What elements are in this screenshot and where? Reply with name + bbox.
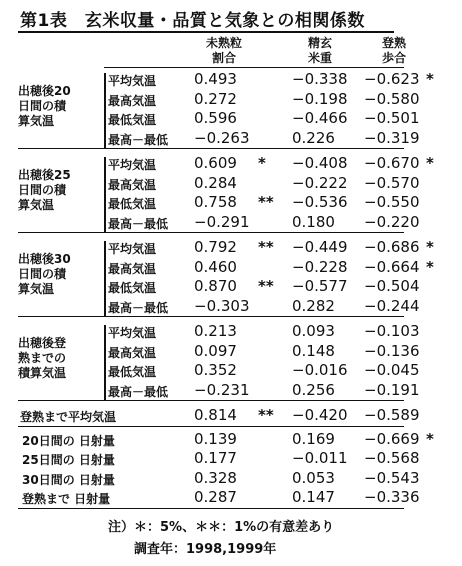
group-label-line: 日間の積 — [18, 99, 67, 113]
survey-years: 調査年：1998,1999年 — [134, 542, 277, 557]
group-label-line: 熟までの — [18, 351, 67, 365]
row-label: 平均気温 — [108, 242, 157, 256]
row-label: 最高気温 — [108, 93, 157, 108]
row-label: 平均気温 — [108, 326, 157, 340]
table-row — [0, 71, 462, 89]
value-ripening-ratio: −0.580 — [364, 89, 420, 108]
table-title: 第1表 玄米収量・品質と気象との相関係数 — [20, 11, 365, 31]
value-ripening-ratio: −0.504 — [364, 277, 420, 295]
value-ripening-ratio: −0.336 — [364, 488, 420, 506]
table-bottom-rule — [18, 508, 404, 509]
value-immature-ratio: −0.263 — [194, 128, 250, 147]
value-ripening-ratio: −0.664 — [364, 257, 420, 276]
value-ripening-ratio: −0.550 — [364, 193, 420, 211]
value-grain-weight: 0.256 — [292, 380, 335, 399]
value-ripening-ratio: −0.623 — [364, 70, 420, 88]
table-row — [0, 298, 462, 316]
value-immature-ratio: 0.213 — [194, 322, 237, 340]
table-row — [0, 323, 462, 341]
significance-mark: ** — [258, 406, 274, 424]
value-ripening-ratio: −0.686 — [364, 238, 420, 256]
group-label-line: 積算気温 — [18, 366, 67, 380]
row-label: 最低気温 — [108, 197, 157, 211]
col-header-immature-line2: 割合 — [211, 51, 236, 65]
value-ripening-ratio: −0.319 — [364, 128, 420, 147]
group-rule — [18, 232, 404, 233]
group-bracket — [104, 241, 106, 317]
value-immature-ratio: 0.609 — [194, 154, 237, 172]
value-grain-weight: −0.228 — [292, 257, 348, 276]
value-immature-ratio: −0.231 — [194, 380, 250, 399]
value-immature-ratio: 0.177 — [194, 449, 237, 467]
table-row — [0, 278, 462, 296]
significance-mark: ** — [258, 193, 274, 211]
value-grain-weight: −0.577 — [292, 277, 348, 295]
col-header-grain-weight — [290, 36, 350, 66]
group-bracket — [104, 157, 106, 233]
value-ripening-ratio: −0.045 — [364, 361, 420, 379]
value-grain-weight: −0.016 — [292, 361, 348, 379]
group-bracket — [104, 325, 106, 401]
table-row — [0, 450, 462, 468]
value-grain-weight: −0.420 — [292, 406, 348, 424]
row-label: 最高気温 — [108, 345, 157, 360]
value-immature-ratio: −0.303 — [194, 296, 250, 315]
table-row — [0, 343, 462, 361]
value-immature-ratio: 0.460 — [194, 257, 237, 276]
value-grain-weight: −0.198 — [292, 89, 348, 108]
value-ripening-ratio: −0.669 — [364, 429, 420, 448]
row-label: 最高気温 — [108, 261, 157, 276]
value-grain-weight: 0.053 — [292, 468, 335, 487]
table-row — [0, 214, 462, 232]
row-label: 平均気温 — [108, 74, 157, 88]
significance-mark: * — [426, 70, 434, 88]
row-label: 20日間の 日射量 — [22, 433, 115, 448]
significance-mark: ** — [258, 277, 274, 295]
value-immature-ratio: 0.139 — [194, 429, 237, 448]
row-label: 平均気温 — [108, 158, 157, 172]
value-immature-ratio: 0.758 — [194, 193, 237, 211]
table-row — [0, 130, 462, 148]
col-header-immature-line1: 未熟粒 — [205, 36, 242, 50]
table-row — [0, 91, 462, 109]
group-label-line: 算気温 — [18, 114, 55, 128]
group-bracket — [104, 73, 106, 149]
significance-note: 注）＊：5%、＊＊：1%の有意差あり — [108, 520, 335, 535]
value-immature-ratio: 0.352 — [194, 361, 237, 379]
table-row — [0, 110, 462, 128]
col-header-grain-weight-line2: 米重 — [307, 51, 332, 65]
value-grain-weight: −0.466 — [292, 109, 348, 127]
table-row — [0, 155, 462, 173]
table-row — [0, 194, 462, 212]
value-grain-weight: 0.180 — [292, 212, 335, 231]
significance-mark: ** — [258, 238, 274, 256]
table-row — [0, 239, 462, 257]
value-ripening-ratio: −0.543 — [364, 468, 420, 487]
title-rule — [18, 31, 394, 33]
group-label-line: 算気温 — [18, 198, 55, 212]
group-rule — [18, 316, 404, 317]
value-ripening-ratio: −0.103 — [364, 322, 420, 340]
value-immature-ratio: −0.291 — [194, 212, 250, 231]
value-ripening-ratio: −0.191 — [364, 380, 420, 399]
row-label: 最低気温 — [108, 113, 157, 127]
value-immature-ratio: 0.870 — [194, 277, 237, 295]
standalone-rule — [18, 426, 404, 427]
col-header-ripening — [364, 36, 424, 66]
col-header-ripening-line1: 登熟 — [381, 36, 406, 50]
value-ripening-ratio: −0.501 — [364, 109, 420, 127]
value-immature-ratio: 0.272 — [194, 89, 237, 108]
value-grain-weight: 0.282 — [292, 296, 335, 315]
significance-mark: * — [258, 154, 266, 172]
value-immature-ratio: 0.596 — [194, 109, 237, 127]
row-label: 最高－最低 — [108, 384, 169, 399]
value-grain-weight: −0.536 — [292, 193, 348, 211]
row-label: 最高－最低 — [108, 216, 169, 231]
group-label-line: 出穂後30 — [18, 252, 71, 266]
group-label-line: 算気温 — [18, 282, 55, 296]
col-header-immature — [194, 36, 254, 66]
value-ripening-ratio: −0.670 — [364, 154, 420, 172]
table-row — [0, 431, 462, 449]
group-label-line: 出穂後25 — [18, 168, 71, 182]
value-grain-weight: −0.449 — [292, 238, 348, 256]
value-immature-ratio: 0.284 — [194, 173, 237, 192]
significance-mark: * — [426, 154, 434, 172]
value-immature-ratio: 0.814 — [194, 406, 237, 424]
value-immature-ratio: 0.792 — [194, 238, 237, 256]
value-immature-ratio: 0.328 — [194, 468, 237, 487]
row-label: 最高－最低 — [108, 300, 169, 315]
value-grain-weight: 0.093 — [292, 322, 335, 340]
row-label: 最低気温 — [108, 365, 157, 379]
value-grain-weight: 0.226 — [292, 128, 335, 147]
col-header-grain-weight-line1: 精玄 — [307, 36, 332, 50]
value-grain-weight: −0.011 — [292, 449, 348, 467]
table-row — [0, 407, 462, 425]
value-ripening-ratio: −0.589 — [364, 406, 420, 424]
group-label-line: 日間の積 — [18, 183, 67, 197]
row-label: 登熟まで平均気温 — [20, 410, 117, 424]
row-label: 最高－最低 — [108, 132, 169, 147]
table-row — [0, 382, 462, 400]
value-ripening-ratio: −0.220 — [364, 212, 420, 231]
significance-mark: * — [426, 238, 434, 256]
row-label: 登熟まで 日射量 — [22, 492, 111, 506]
group-label-line: 出穂後登 — [18, 336, 67, 350]
row-label: 25日間の 日射量 — [22, 453, 115, 467]
significance-mark: * — [426, 429, 434, 448]
value-ripening-ratio: −0.136 — [364, 341, 420, 360]
value-immature-ratio: 0.097 — [194, 341, 237, 360]
table-row — [0, 489, 462, 507]
value-immature-ratio: 0.493 — [194, 70, 237, 88]
value-ripening-ratio: −0.244 — [364, 296, 420, 315]
value-grain-weight: 0.148 — [292, 341, 335, 360]
value-grain-weight: 0.147 — [292, 488, 335, 506]
col-header-ripening-line2: 歩合 — [381, 51, 406, 65]
value-ripening-ratio: −0.568 — [364, 449, 420, 467]
value-grain-weight: 0.169 — [292, 429, 335, 448]
row-label: 最高気温 — [108, 177, 157, 192]
table-row — [0, 470, 462, 488]
row-label: 30日間の 日射量 — [22, 472, 115, 487]
table-row — [0, 259, 462, 277]
value-immature-ratio: 0.287 — [194, 488, 237, 506]
value-grain-weight: −0.338 — [292, 70, 348, 88]
group-rule — [18, 148, 404, 149]
row-label: 最低気温 — [108, 281, 157, 295]
table-row — [0, 362, 462, 380]
group-label-line: 出穂後20 — [18, 84, 71, 98]
group-rule — [18, 400, 404, 401]
group-label-line: 日間の積 — [18, 267, 67, 281]
table-row — [0, 175, 462, 193]
value-grain-weight: −0.408 — [292, 154, 348, 172]
value-ripening-ratio: −0.570 — [364, 173, 420, 192]
header-rule — [104, 67, 404, 68]
significance-mark: * — [426, 257, 434, 276]
value-grain-weight: −0.222 — [292, 173, 348, 192]
